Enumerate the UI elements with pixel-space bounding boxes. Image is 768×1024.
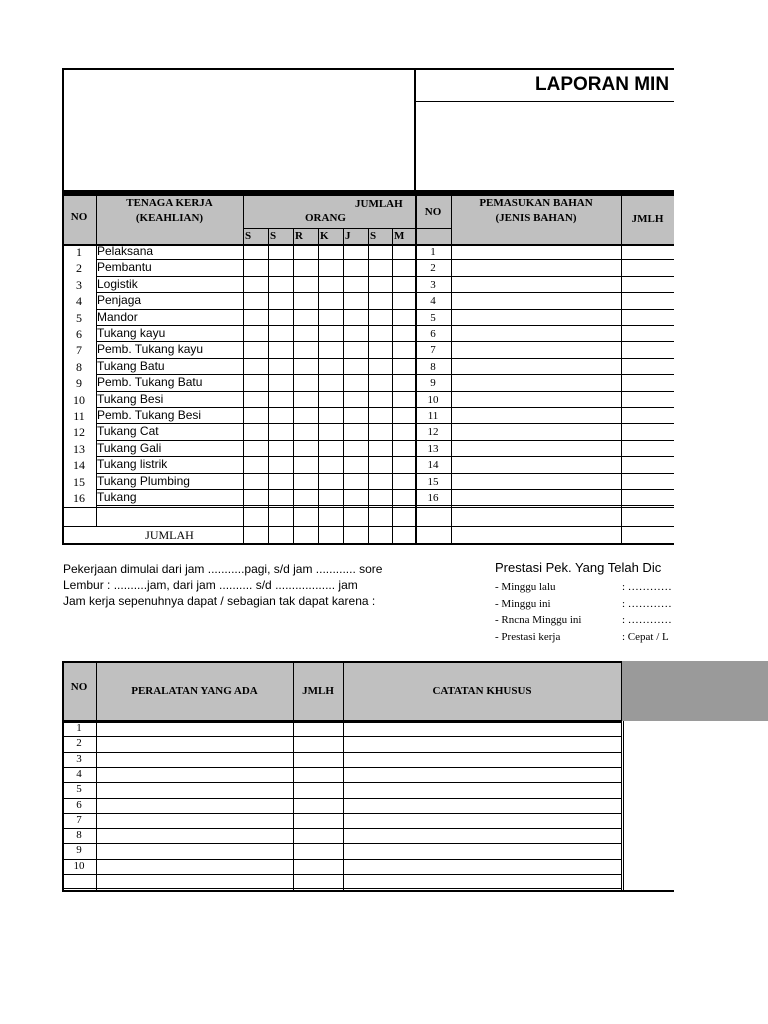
materials-row-no: 1 — [430, 246, 436, 258]
labor-row-no: 12 — [73, 425, 85, 440]
equip-top-border — [62, 661, 621, 663]
progress-value: : Cepat / L — [622, 630, 669, 643]
row-line — [243, 489, 674, 490]
row-line — [243, 374, 674, 375]
materials-row-no: 6 — [430, 328, 436, 340]
equip-row-no: 6 — [76, 798, 82, 811]
mno-header-line — [415, 228, 451, 229]
row-line — [243, 276, 674, 277]
materials-row-no: 3 — [430, 278, 436, 291]
materials-row-no: 11 — [427, 410, 439, 422]
row-line — [243, 341, 674, 342]
labor-row-name: Tukang — [97, 490, 137, 504]
labor-row-name: Pelaksana — [97, 244, 154, 258]
progress-value: : ………… — [622, 614, 672, 626]
labor-row-no: 15 — [73, 474, 85, 489]
equip-row-line — [62, 782, 621, 783]
row-line — [243, 505, 674, 506]
equip-row-line — [62, 736, 621, 737]
equip-row-line — [62, 798, 621, 799]
vline-mno — [451, 193, 452, 543]
labor-name-header: TENAGA KERJA (KEAHLIAN) — [126, 197, 213, 224]
count-header-top: JUMLAH — [355, 198, 403, 210]
labor-no-header: NO — [70, 211, 88, 223]
day-header-3: R — [295, 230, 303, 242]
work-hours-line-2: Lembur : ..........jam, dari jam .......... s/d .................. jam — [63, 578, 358, 592]
row-line — [243, 473, 674, 474]
materials-row-no: 7 — [430, 344, 436, 357]
materials-row-no: 9 — [430, 377, 436, 390]
labor-row-name: Tukang Batu — [97, 358, 165, 373]
labor-row-name: Tukang Gali — [97, 440, 162, 455]
day-header-5: J — [345, 230, 351, 242]
materials-row-no: 14 — [427, 459, 439, 472]
title-underline — [415, 101, 674, 102]
row-line — [243, 391, 674, 392]
equip-vline-qty — [343, 661, 344, 890]
row-line — [243, 358, 674, 359]
materials-row-no: 10 — [427, 393, 439, 406]
labor-row-name: Mandor — [97, 309, 138, 324]
progress-value: : ………… — [622, 581, 672, 593]
materials-row-no: 15 — [427, 475, 439, 488]
report-title: LAPORAN MIN — [535, 74, 670, 95]
equip-row-no: 3 — [76, 752, 82, 765]
signature-area — [622, 661, 768, 721]
labor-row-no: 13 — [73, 441, 85, 456]
day-header-1: S — [245, 230, 252, 242]
day-header-2: S — [270, 230, 277, 242]
progress-title: Prestasi Pek. Yang Telah Dic — [495, 560, 662, 575]
blank-row-line — [62, 507, 674, 508]
materials-row-no: 16 — [427, 492, 439, 504]
equip-vline-notes-2 — [623, 720, 624, 890]
labor-row-no: 11 — [73, 409, 85, 423]
count-header-mid: ORANG — [305, 212, 346, 224]
day-header-7: M — [394, 230, 405, 242]
equip-row-line — [62, 874, 621, 875]
equip-header-bottom — [62, 720, 621, 723]
vline-mname — [621, 193, 622, 543]
row-line — [243, 456, 674, 457]
row-line — [243, 325, 674, 326]
equip-row-line — [62, 828, 621, 829]
progress-value: : ………… — [622, 597, 672, 610]
equip-row-no: 1 — [76, 722, 82, 734]
labor-row-name: Tukang listrik — [97, 457, 168, 472]
equip-vline-name — [293, 661, 294, 890]
materials-name-header: PEMASUKAN BAHAN (JENIS BAHAN) — [479, 197, 593, 224]
labor-row-name: Pembantu — [97, 260, 152, 275]
equip-row-no: 9 — [76, 844, 82, 857]
labor-row-name: Tukang kayu — [97, 326, 166, 340]
work-hours-line-3: Jam kerja sepenuhnya dapat / sebagian tak dapat karena : — [63, 594, 376, 608]
equip-row-line — [62, 752, 621, 753]
labor-total-label: JUMLAH — [145, 528, 194, 542]
equip-bottom-border — [62, 890, 674, 892]
equip-row-line — [62, 859, 621, 860]
equip-name-header: PERALATAN YANG ADA — [131, 685, 258, 697]
progress-label: - Rncna Minggu ini — [495, 614, 582, 626]
day-header-6: S — [370, 230, 377, 242]
materials-row-no: 13 — [427, 442, 439, 455]
materials-row-no: 8 — [430, 360, 436, 373]
equip-qty-header: JMLH — [302, 685, 334, 697]
labor-row-name: Tukang Besi — [97, 391, 164, 406]
labor-row-no: 16 — [73, 491, 85, 505]
labor-row-name: Tukang Cat — [97, 424, 159, 439]
labor-row-no: 5 — [76, 310, 82, 325]
row-line — [243, 292, 674, 293]
materials-no-header: NO — [424, 206, 442, 218]
labor-row-no: 2 — [76, 261, 82, 276]
labor-row-no: 9 — [76, 376, 82, 391]
row-line — [243, 407, 674, 408]
progress-label: - Minggu ini — [495, 597, 551, 610]
equip-row-no: 4 — [76, 767, 82, 780]
labor-row-name: Tukang Plumbing — [97, 473, 190, 488]
row-line — [243, 259, 674, 260]
work-hours-line-1: Pekerjaan dimulai dari jam ...........pagi, s/d jam ............ sore — [63, 562, 383, 576]
equip-row-no: 8 — [76, 829, 82, 842]
materials-row-no: 5 — [430, 311, 436, 324]
header-divider — [414, 68, 416, 193]
equip-row-no: 5 — [76, 783, 82, 796]
row-line — [243, 423, 674, 424]
equip-row-line — [62, 843, 621, 844]
equip-row-no: 7 — [76, 813, 82, 826]
labor-row-name: Penjaga — [97, 293, 142, 308]
materials-row-no: 2 — [430, 262, 436, 275]
progress-label: - Minggu lalu — [495, 581, 556, 593]
day-header-4: K — [320, 230, 329, 242]
labor-row-name: Pemb. Tukang kayu — [97, 342, 204, 357]
row-line — [243, 440, 674, 441]
labor-row-no: 7 — [76, 343, 82, 358]
vline-name — [243, 193, 244, 543]
labor-row-name: Logistik — [97, 276, 138, 291]
labor-row-no: 3 — [76, 277, 82, 292]
labor-name-underline — [96, 505, 243, 506]
row-line — [243, 309, 674, 310]
labor-row-no: 8 — [76, 359, 82, 374]
equip-extra-line — [62, 888, 621, 889]
progress-label: - Prestasi kerja — [495, 630, 561, 643]
equip-row-no: 10 — [73, 859, 85, 872]
labor-row-no: 4 — [76, 294, 82, 309]
equip-no-header: NO — [70, 681, 88, 693]
labor-row-no: 14 — [73, 458, 85, 473]
equip-row-no: 2 — [76, 737, 82, 750]
materials-row-no: 4 — [430, 295, 436, 308]
equip-row-line — [62, 767, 621, 768]
labor-row-no: 1 — [76, 245, 82, 259]
equip-vline-no — [96, 661, 97, 890]
materials-row-no: 12 — [427, 426, 439, 439]
equip-row-line — [62, 813, 621, 814]
labor-row-name: Pemb. Tukang Besi — [97, 408, 202, 422]
labor-row-no: 10 — [73, 392, 85, 407]
labor-row-no: 6 — [76, 327, 82, 341]
equip-notes-header: CATATAN KHUSUS — [432, 685, 532, 697]
materials-qty-header: JMLH — [631, 213, 664, 225]
labor-row-name: Pemb. Tukang Batu — [97, 375, 203, 390]
total-bottom-line — [62, 543, 674, 545]
